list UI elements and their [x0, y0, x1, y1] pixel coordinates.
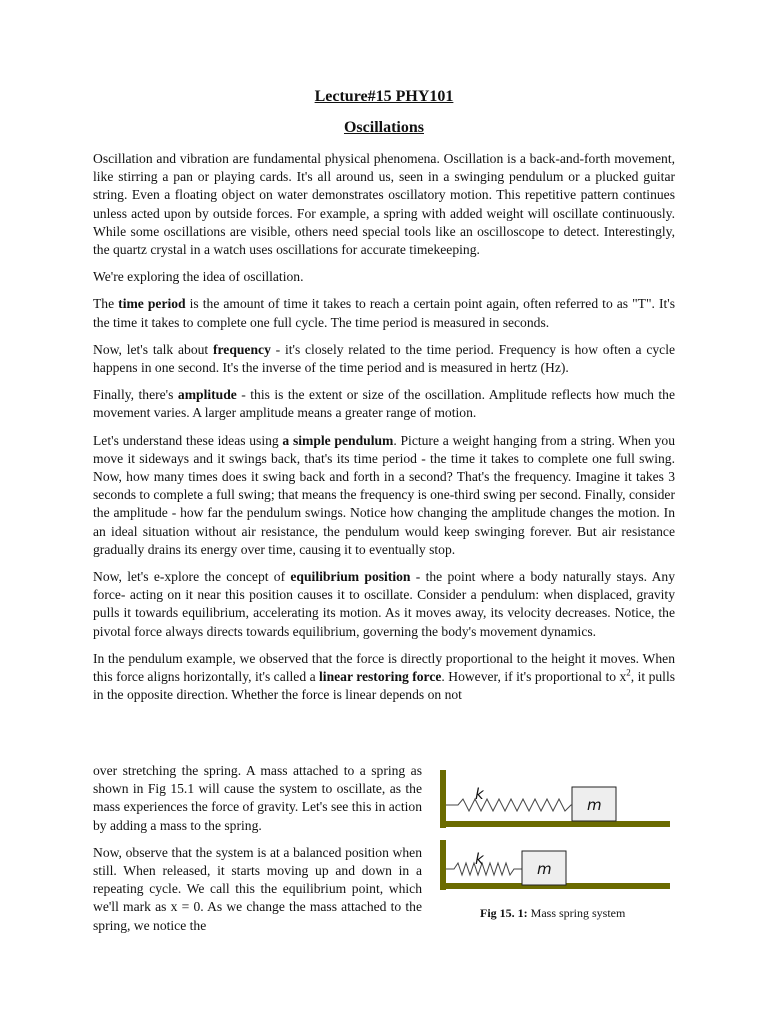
paragraph-intro: Oscillation and vibration are fundamental physical phenomena. Oscillation is a back-and-forth movement, like stirring a pan or playing cards. It's all around us, seen in a swinging pendulum or a plucked guitar string. Even a floating object on water demonstrates oscillatory motion. This repetitive pattern continues unless acted upon by outside forces. For example, a spring with added weight will oscillate continuously. While some oscillations are visible, others need special tools like an oscilloscope to detect. Interestingly, the quartz crystal in a watch uses oscillations for accurate timekeeping. — [93, 151, 675, 258]
paragraph-restoring-force: In the pendulum example, we observed that the force is directly proportional to the height it moves. When this force aligns horizontally, it's called a linear restoring force. However, if it's proportional to $x^2$, it pulls in the opposite direction. Whether the force is linear depends on not — [93, 650, 676, 703]
lecture-title: Lecture#15 PHY101 — [314, 88, 454, 105]
paragraph-frequency: Now, let's talk about frequency - it's closely related to the time period. Frequency is how often a cycle happens in one second. It's the inverse of the time period and is measured in hertz (Hz). — [93, 341, 676, 376]
mass-label-bottom: m — [537, 860, 552, 878]
paragraph-amplitude: Finally, there's amplitude - this is the extent or size of the oscillation. Amplitude reflects how much the movement varies. A larger amplitude means a greater range of motion. — [93, 387, 675, 421]
figure-caption: Fig 15. 1: Mass spring system — [480, 906, 626, 920]
spring-top — [446, 799, 572, 811]
paragraph-equilibrium: Now, let's e-xplore the concept of equilibrium position - the point where a body naturally stays. Any force- acting on it near this position causes it to oscillate. Consider a pendulum: when displaced, gravity pulls it towards equilibrium, accelerating its motion. As it moves away, its velocity decreases. Notice, the pivotal force always directs towards equilibrium, governing the body's movement dynamics. — [93, 569, 676, 639]
spring-constant-label-top: k — [475, 785, 484, 803]
spring-constant-label-bottom: k — [475, 850, 484, 868]
floor-top — [440, 821, 670, 827]
paragraph-spring: over stretching the spring. A mass attached to a spring as shown in Fig 15.1 will cause the system to oscillate, as the mass experiences the force of gravity. Let's see this in action by adding a mass to the spring. — [93, 763, 422, 833]
wall-top — [440, 770, 446, 828]
paragraph-pendulum: Let's understand these ideas using a simple pendulum. Picture a weight hanging from a string. When you move it sideways and it swings back, that's its time period - the time it takes to complete one full swing. Now, how many times does it swing back and forth in a second? That's the frequency. Imagine it takes 3 seconds to complete a full swing; that means the frequency is one-third swing per second. Finally, consider the amplitude - how far the pendulum swings. Notice how changing the amplitude changes the motion. In an ideal situation without air resistance, the pendulum would keep swinging forever. But air resistance gradually drains its energy over time, causing it to eventually stop. — [93, 432, 675, 557]
spring-bottom — [446, 863, 522, 875]
paragraph-exploring: We're exploring the idea of oscillation. — [93, 269, 304, 285]
main-text — [93, 150, 675, 704]
mass-label-top: m — [587, 796, 602, 814]
paragraph-time-period: The time period is the amount of time it takes to reach a certain point again, often referred to as "T". It's the time it takes to complete one full cycle. The time period is measured in seconds. — [93, 296, 675, 330]
wall-bottom — [440, 840, 446, 890]
paragraph-balanced: Now, observe that the system is at a balanced position when still. When released, it starts moving up and down in a repeating cycle. We call this the equilibrium point, which we'll mark as x = 0. As we change the mass attached to the spring, we notice the — [93, 844, 422, 933]
topic-title: Oscillations — [343, 119, 424, 136]
side-text — [93, 762, 422, 944]
